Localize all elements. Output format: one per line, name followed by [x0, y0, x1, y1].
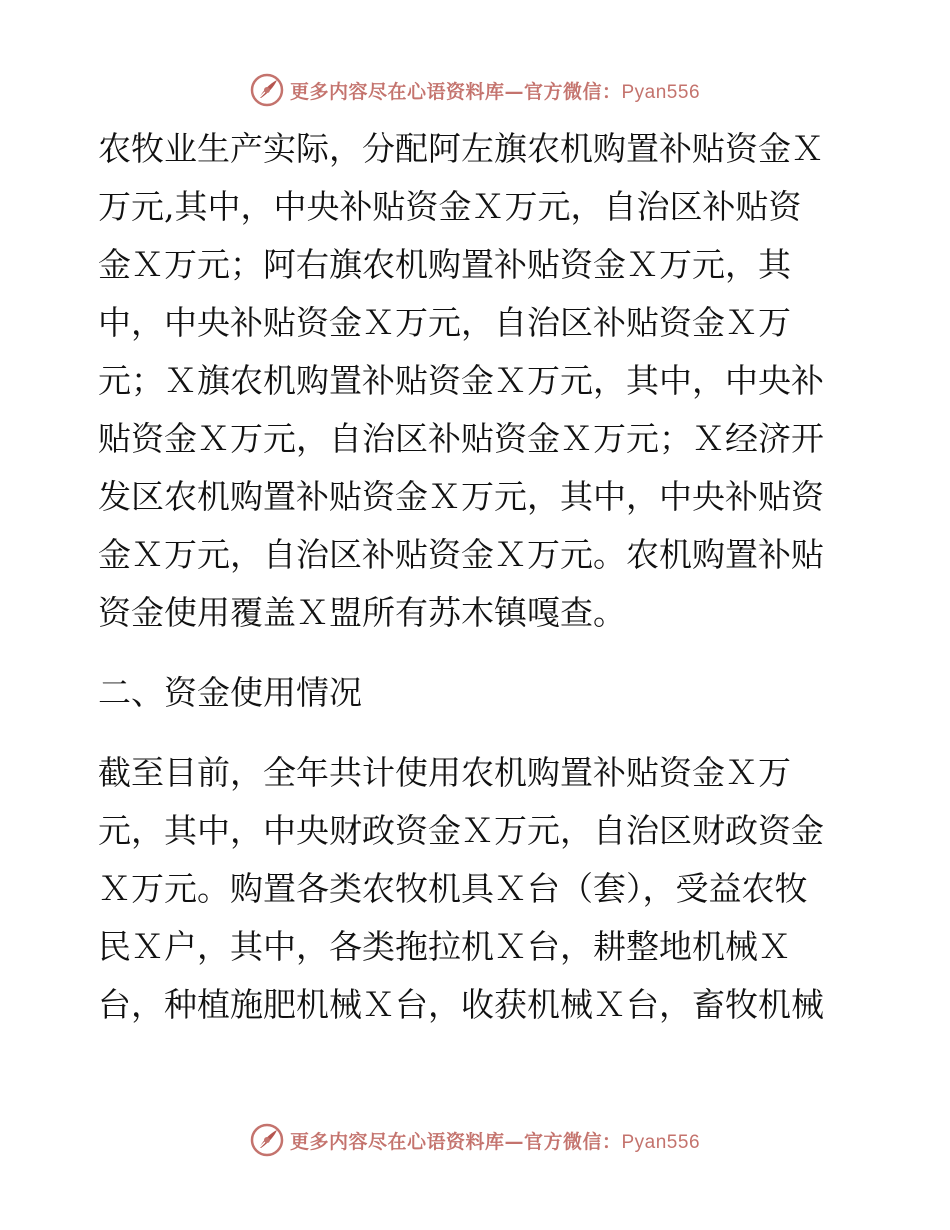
- text-line: 万元,其中，中央补贴资金Ｘ万元，自治区补贴资: [98, 187, 802, 226]
- header-wechat-id: Pyan556: [621, 81, 701, 103]
- header-text: 更多内容尽在心语资料库—官方微信：Pyan556: [289, 80, 701, 103]
- text-line: 截至目前，全年共计使用农机购置补贴资金Ｘ万: [98, 753, 791, 792]
- text-line: 金Ｘ万元，自治区补贴资金Ｘ万元。农机购置补贴: [98, 535, 824, 574]
- footer-watermark: [0, 1118, 950, 1162]
- paragraph-usage: [98, 744, 858, 1034]
- text-line: 贴资金Ｘ万元，自治区补贴资金Ｘ万元；Ｘ经济开: [98, 419, 824, 458]
- text-line: 元，其中，中央财政资金Ｘ万元，自治区财政资金: [98, 811, 824, 850]
- footer-wechat-id: Pyan556: [621, 1131, 701, 1153]
- document-body: [98, 120, 858, 1034]
- section-heading: 二、资金使用情况: [98, 673, 362, 712]
- text-line: 发区农机购置补贴资金Ｘ万元，其中，中央补贴资: [98, 477, 824, 516]
- text-line: 中，中央补贴资金Ｘ万元，自治区补贴资金Ｘ万: [98, 303, 791, 342]
- quill-pen-logo-icon: [250, 73, 284, 107]
- text-line: 农牧业生产实际，分配阿左旗农机购置补贴资金Ｘ: [98, 129, 824, 168]
- paragraph-allocation: [98, 120, 858, 642]
- text-line: 元；Ｘ旗农机购置补贴资金Ｘ万元，其中，中央补: [98, 361, 824, 400]
- text-line: 台，种植施肥机械Ｘ台，收获机械Ｘ台，畜牧机械: [98, 985, 824, 1024]
- text-line: 资金使用覆盖Ｘ盟所有苏木镇嘎查。: [98, 593, 626, 632]
- text-line: Ｘ万元。购置各类农牧机具Ｘ台（套），受益农牧: [98, 869, 808, 908]
- text-line: 金Ｘ万元；阿右旗农机购置补贴资金Ｘ万元，其: [98, 245, 791, 284]
- quill-pen-logo-icon: [250, 1123, 284, 1157]
- footer-text: 更多内容尽在心语资料库—官方微信：Pyan556: [289, 1130, 701, 1153]
- text-line: 民Ｘ户，其中，各类拖拉机Ｘ台，耕整地机械Ｘ: [98, 927, 791, 966]
- header-watermark: [0, 68, 950, 112]
